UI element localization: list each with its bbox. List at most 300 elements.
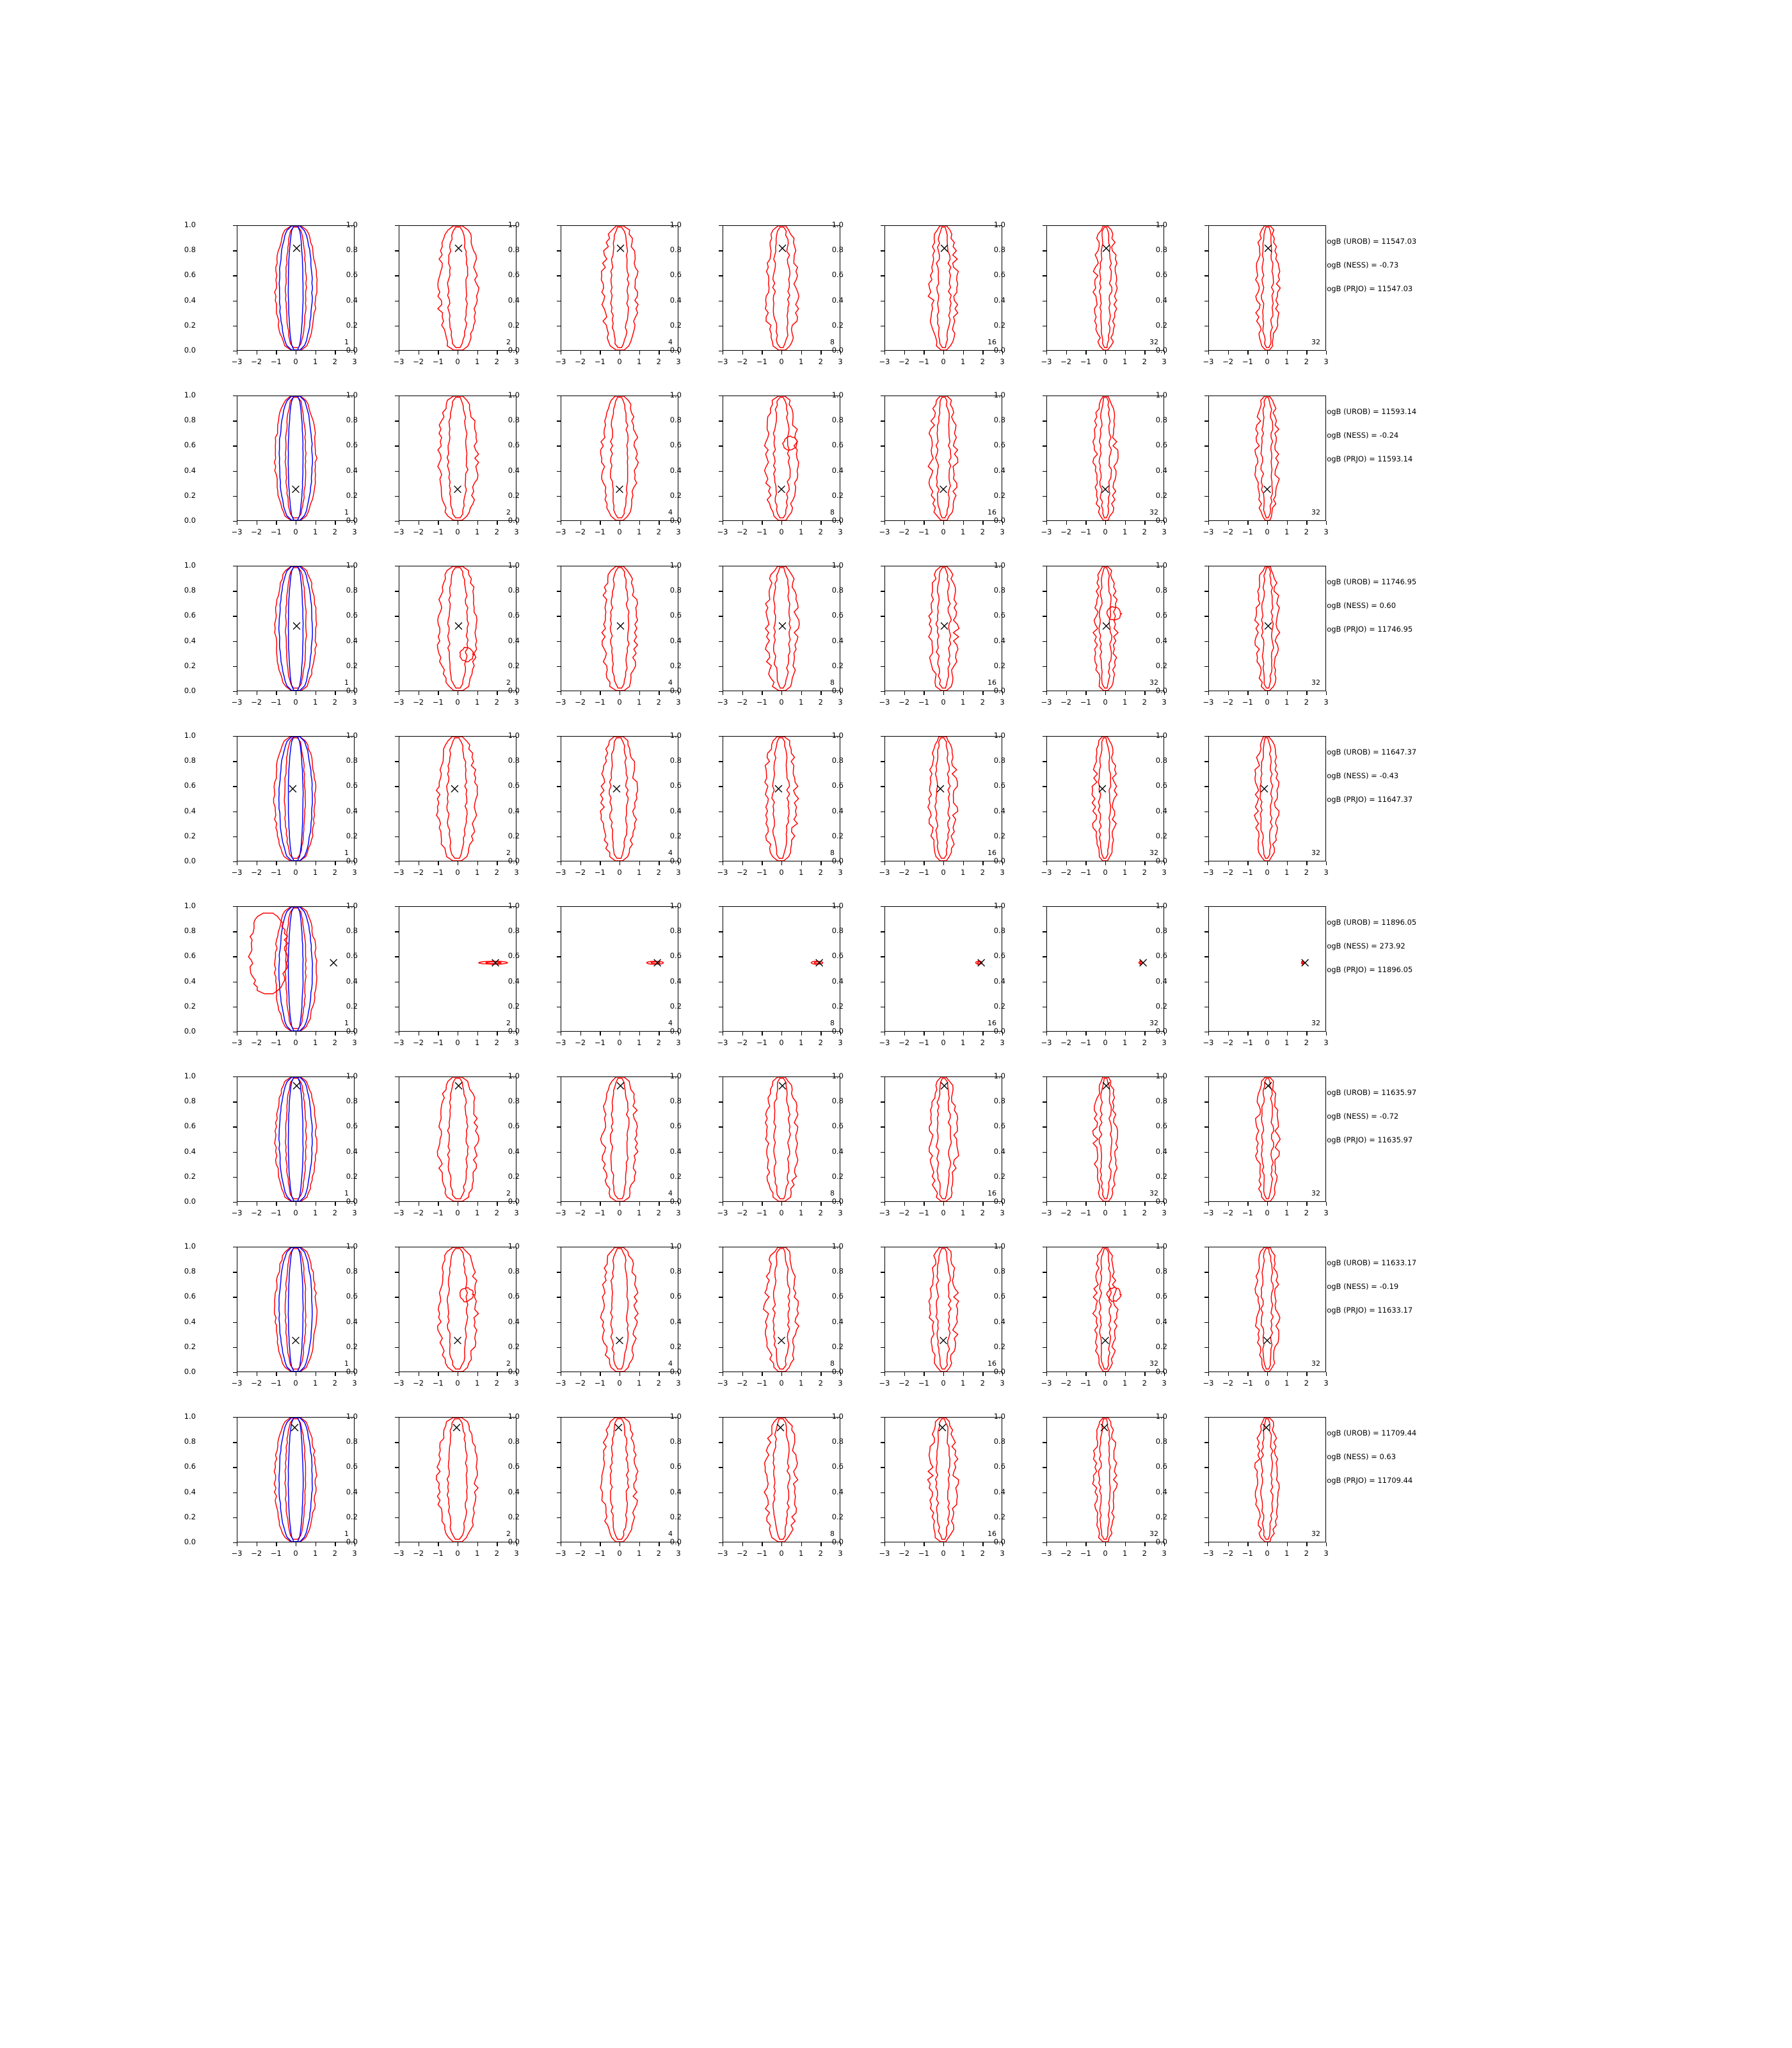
x-tick-mark [1208, 1372, 1209, 1376]
x-tick-label: −2 [1222, 1379, 1234, 1388]
reference-contour-1sigma [289, 737, 303, 861]
posterior-contour-2sigma [600, 737, 637, 861]
x-tick-mark [1228, 861, 1229, 865]
y-tick-label: 0.2 [831, 660, 844, 670]
y-tick-label: 0.2 [184, 1512, 196, 1521]
x-tick-label: −3 [1203, 868, 1214, 877]
x-tick-mark [963, 521, 964, 525]
panel-index-label: 32 [1149, 1189, 1158, 1197]
y-tick-label: 0.8 [669, 926, 682, 936]
true-value-marker [454, 486, 461, 493]
x-tick-label: 0 [1265, 1208, 1270, 1217]
y-tick-label: 1.0 [508, 390, 520, 399]
posterior-contour-2sigma [929, 1247, 959, 1372]
true-value-marker [455, 623, 462, 630]
true-value-marker [940, 486, 947, 493]
y-tick-label: 0.4 [993, 1146, 1005, 1156]
plot-panel[interactable] [1155, 901, 1329, 1057]
y-tick-label: 0.0 [831, 686, 844, 695]
x-tick-label: 2 [818, 527, 823, 536]
x-tick-label: 1 [636, 1549, 642, 1558]
plot-panel[interactable] [1155, 731, 1329, 887]
x-tick-label: 1 [960, 357, 966, 366]
y-tick-label: 0.8 [184, 586, 196, 595]
x-tick-mark [1046, 521, 1047, 525]
y-tick-label: 1.0 [508, 901, 520, 910]
x-tick-mark [1105, 351, 1106, 355]
y-tick-label: 0.2 [993, 490, 1005, 500]
x-tick-label: −3 [879, 527, 890, 536]
x-tick-mark [1326, 521, 1327, 525]
x-tick-mark [1247, 1372, 1248, 1376]
x-tick-label: −1 [1242, 527, 1253, 536]
x-tick-label: 2 [494, 527, 499, 536]
x-tick-label: 1 [1284, 1549, 1290, 1558]
y-tick-label: 0.0 [669, 1027, 682, 1036]
x-tick-mark [1306, 1032, 1307, 1036]
axes-box [399, 1247, 516, 1372]
y-tick-label: 0.2 [346, 490, 358, 500]
true-value-marker [455, 1082, 462, 1089]
posterior-extra-lobe [248, 913, 288, 994]
x-tick-label: −3 [231, 1208, 243, 1217]
x-tick-label: 1 [474, 527, 480, 536]
x-tick-mark [1105, 861, 1106, 865]
x-tick-label: 2 [494, 1208, 499, 1217]
posterior-contour-1sigma [936, 1249, 950, 1369]
y-tick-label: 0.4 [669, 295, 682, 305]
y-tick-label: 1.0 [831, 1242, 844, 1251]
x-tick-mark [943, 1032, 944, 1036]
x-tick-label: 1 [474, 1379, 480, 1388]
x-tick-label: −2 [1222, 357, 1234, 366]
x-tick-label: −2 [413, 1549, 424, 1558]
posterior-contour-1sigma [611, 227, 628, 348]
axes-box [884, 396, 1002, 521]
y-tick-label: 0.8 [669, 756, 682, 765]
x-tick-label: −1 [270, 1379, 282, 1388]
x-tick-mark [1066, 521, 1067, 525]
y-tick-label: 0.2 [669, 1512, 682, 1521]
x-tick-label: −2 [251, 527, 262, 536]
x-tick-label: 1 [798, 1549, 804, 1558]
x-tick-label: 2 [980, 1208, 985, 1217]
axes-box [884, 1076, 1002, 1202]
y-tick-label: 1.0 [1155, 901, 1167, 910]
panel-index-label: 8 [830, 678, 835, 687]
plot-panel[interactable] [1155, 561, 1329, 717]
x-tick-label: 2 [656, 698, 661, 707]
x-tick-label: 1 [636, 1208, 642, 1217]
reference-contour-2sigma [279, 1418, 312, 1542]
x-tick-label: −3 [393, 527, 404, 536]
panel-index-label: 2 [506, 1189, 511, 1197]
x-tick-label: −1 [270, 527, 282, 536]
axes-box [723, 225, 840, 351]
x-tick-label: 2 [1142, 1038, 1147, 1047]
x-tick-label: 2 [656, 1208, 661, 1217]
posterior-contour-1sigma [773, 397, 790, 518]
y-tick-label: 0.0 [184, 1197, 196, 1206]
x-tick-label: 1 [798, 868, 804, 877]
x-tick-mark [639, 1202, 640, 1206]
row-annotations [1325, 577, 1581, 648]
x-tick-label: 0 [617, 698, 622, 707]
x-tick-label: 0 [293, 1379, 298, 1388]
true-value-marker [816, 959, 823, 966]
plot-panel[interactable] [1155, 220, 1329, 376]
x-tick-mark [781, 351, 782, 355]
x-tick-label: 0 [617, 357, 622, 366]
x-tick-mark [639, 1372, 640, 1376]
true-value-marker [778, 486, 785, 493]
posterior-contour-2sigma [1092, 1077, 1117, 1201]
x-tick-label: 0 [617, 1038, 622, 1047]
y-tick-label: 0.2 [508, 660, 520, 670]
posterior-contour-2sigma [1092, 1418, 1117, 1542]
x-tick-label: −2 [1060, 1379, 1072, 1388]
y-tick-label: 0.2 [346, 1001, 358, 1011]
x-tick-mark [1085, 861, 1086, 865]
x-tick-mark [1066, 861, 1067, 865]
x-tick-label: −2 [575, 1549, 586, 1558]
x-tick-label: −3 [879, 1549, 890, 1558]
x-tick-label: −2 [251, 868, 262, 877]
posterior-contour-2sigma [765, 1077, 798, 1201]
true-value-marker [1103, 244, 1110, 252]
posterior-contour-1sigma [1099, 1419, 1110, 1539]
x-tick-label: 2 [656, 357, 661, 366]
x-tick-mark [904, 1202, 905, 1206]
log-bayes-factor-text: logB (NESS) = 273.92 [1325, 941, 1405, 950]
x-tick-label: 3 [1162, 527, 1167, 536]
y-tick-label: 1.0 [184, 1071, 196, 1080]
y-tick-label: 0.6 [508, 1292, 520, 1301]
x-tick-label: −1 [1242, 1208, 1253, 1217]
y-tick-label: 0.2 [993, 1001, 1005, 1011]
x-tick-mark [801, 691, 802, 695]
true-value-marker [1264, 1337, 1271, 1344]
y-tick-label: 0.0 [993, 856, 1005, 865]
x-tick-label: −1 [918, 868, 929, 877]
x-tick-mark [1208, 1202, 1209, 1206]
plot-panel[interactable] [1155, 390, 1329, 547]
x-tick-label: −1 [756, 357, 767, 366]
x-tick-label: −3 [1203, 1549, 1214, 1558]
x-tick-mark [904, 1032, 905, 1036]
y-tick-label: 0.2 [346, 1171, 358, 1181]
x-tick-mark [1267, 691, 1268, 695]
x-tick-label: 1 [798, 698, 804, 707]
x-tick-label: −2 [737, 1379, 748, 1388]
y-tick-label: 1.0 [993, 901, 1005, 910]
x-tick-label: 2 [1142, 1379, 1147, 1388]
axes-box [399, 225, 516, 351]
y-tick-label: 0.0 [508, 1537, 520, 1546]
y-tick-label: 0.0 [346, 1197, 358, 1206]
y-tick-label: 0.6 [508, 1462, 520, 1471]
x-tick-label: −1 [756, 1379, 767, 1388]
x-tick-label: 2 [1142, 1208, 1147, 1217]
x-tick-label: 3 [1000, 868, 1005, 877]
plot-panel[interactable] [1155, 1242, 1329, 1398]
x-tick-label: −2 [899, 1379, 910, 1388]
y-tick-label: 0.4 [184, 1487, 196, 1496]
x-tick-label: −2 [251, 1208, 262, 1217]
x-tick-label: −3 [231, 527, 243, 536]
true-value-marker [1102, 1337, 1109, 1344]
x-tick-label: 0 [779, 527, 784, 536]
x-tick-mark [742, 861, 743, 865]
posterior-contour-1sigma [936, 568, 951, 688]
x-tick-label: 1 [312, 698, 318, 707]
y-tick-label: 1.0 [1155, 561, 1167, 570]
x-tick-label: 2 [656, 1549, 661, 1558]
true-value-marker [939, 1424, 946, 1431]
true-value-marker [453, 1424, 460, 1431]
x-tick-label: 3 [676, 357, 681, 366]
reference-contour-1sigma [288, 396, 303, 520]
y-tick-label: 1.0 [831, 220, 844, 229]
y-tick-label: 0.4 [508, 295, 520, 305]
x-tick-label: 0 [293, 1208, 298, 1217]
x-tick-label: −2 [1222, 698, 1234, 707]
x-tick-mark [1066, 1032, 1067, 1036]
y-tick-label: 0.8 [831, 245, 844, 255]
x-tick-mark [943, 1202, 944, 1206]
x-tick-label: −2 [1222, 1038, 1234, 1047]
y-tick-label: 0.2 [1155, 1001, 1167, 1011]
x-tick-label: −1 [1080, 1549, 1091, 1558]
y-tick-label: 1.0 [993, 390, 1005, 399]
x-tick-mark [801, 1202, 802, 1206]
y-tick-label: 0.6 [1155, 270, 1167, 280]
y-tick-label: 0.8 [346, 1437, 358, 1446]
y-tick-label: 0.8 [993, 1437, 1005, 1446]
y-tick-label: 0.8 [669, 245, 682, 255]
y-tick-label: 0.8 [346, 1267, 358, 1276]
x-tick-mark [477, 1032, 478, 1036]
reference-contour-2sigma [279, 226, 312, 350]
axes-box [1046, 736, 1164, 861]
x-tick-mark [1046, 1372, 1047, 1376]
y-tick-label: 0.6 [669, 1121, 682, 1131]
row-annotations [1325, 407, 1581, 478]
y-tick-label: 0.6 [831, 781, 844, 790]
posterior-contour-1sigma [774, 568, 791, 688]
y-tick-label: 0.4 [184, 636, 196, 645]
posterior-contour-2sigma [438, 396, 479, 520]
x-tick-mark [1287, 1372, 1288, 1376]
axes-box [237, 225, 355, 351]
x-tick-label: −1 [756, 527, 767, 536]
x-tick-mark [943, 521, 944, 525]
x-tick-label: 3 [1324, 1549, 1329, 1558]
posterior-contour-2sigma [436, 737, 477, 861]
true-value-marker [1102, 486, 1109, 493]
posterior-contour-1sigma [1261, 397, 1272, 518]
x-tick-label: −3 [231, 698, 243, 707]
y-tick-label: 0.6 [508, 440, 520, 450]
posterior-contour-2sigma [600, 1418, 638, 1542]
y-tick-label: 0.2 [1155, 320, 1167, 330]
x-tick-label: 0 [293, 1038, 298, 1047]
x-tick-label: 0 [455, 527, 460, 536]
x-tick-mark [1066, 691, 1067, 695]
panel-index-label: 32 [1149, 338, 1158, 346]
y-tick-label: 0.8 [508, 926, 520, 936]
x-tick-mark [1287, 521, 1288, 525]
y-tick-label: 0.6 [346, 781, 358, 790]
x-tick-mark [1046, 1542, 1047, 1546]
posterior-contour-1sigma [936, 227, 951, 348]
log-bayes-factor-text: logB (NESS) = 0.60 [1325, 601, 1396, 610]
x-tick-label: 2 [980, 868, 985, 877]
panel-index-label: 32 [1311, 338, 1320, 346]
x-tick-label: 0 [779, 698, 784, 707]
x-tick-label: 3 [1000, 1208, 1005, 1217]
y-tick-label: 0.4 [1155, 976, 1167, 986]
y-tick-label: 0.6 [993, 440, 1005, 450]
x-tick-label: −1 [432, 1379, 444, 1388]
true-value-marker [937, 785, 944, 792]
y-tick-label: 1.0 [508, 731, 520, 740]
x-tick-label: 2 [656, 1379, 661, 1388]
x-tick-label: −3 [1041, 1549, 1052, 1558]
plot-panel[interactable] [1155, 1071, 1329, 1228]
x-tick-label: −1 [1080, 357, 1091, 366]
y-tick-label: 0.2 [184, 320, 196, 330]
posterior-contour-2sigma [275, 1247, 317, 1372]
posterior-contour-2sigma [275, 396, 317, 520]
y-tick-label: 0.6 [346, 440, 358, 450]
true-value-marker [941, 623, 948, 630]
y-tick-label: 0.6 [993, 1121, 1005, 1131]
x-tick-mark [781, 1202, 782, 1206]
x-tick-label: 3 [514, 1549, 519, 1558]
x-tick-label: −3 [393, 868, 404, 877]
reference-contour-2sigma [279, 907, 313, 1031]
x-tick-label: 3 [514, 1379, 519, 1388]
x-tick-label: −3 [1041, 868, 1052, 877]
x-tick-label: −3 [879, 868, 890, 877]
x-tick-mark [1326, 351, 1327, 355]
x-tick-mark [1247, 1202, 1248, 1206]
x-tick-label: 1 [1122, 1549, 1128, 1558]
x-tick-mark [1105, 1372, 1106, 1376]
x-tick-mark [742, 1202, 743, 1206]
y-tick-label: 0.2 [993, 1512, 1005, 1521]
axes-box [1208, 566, 1326, 691]
true-value-marker [330, 959, 337, 966]
x-tick-label: 0 [617, 868, 622, 877]
x-tick-mark [1208, 521, 1209, 525]
x-tick-label: −2 [899, 868, 910, 877]
y-tick-label: 0.0 [1155, 1027, 1167, 1036]
x-tick-mark [943, 691, 944, 695]
panel-index-label: 2 [506, 508, 511, 516]
axes-box [723, 1076, 840, 1202]
x-tick-label: 0 [455, 868, 460, 877]
x-tick-label: 2 [1142, 868, 1147, 877]
posterior-contour-2sigma [600, 1077, 637, 1201]
x-tick-mark [477, 1372, 478, 1376]
axes-box [884, 1417, 1002, 1542]
y-tick-label: 1.0 [346, 561, 358, 570]
x-tick-mark [884, 1372, 885, 1376]
x-tick-label: 1 [474, 1208, 480, 1217]
plot-panel[interactable] [1155, 1412, 1329, 1568]
x-tick-mark [781, 861, 782, 865]
x-tick-label: 3 [514, 527, 519, 536]
y-tick-label: 1.0 [669, 901, 682, 910]
y-tick-label: 1.0 [831, 1071, 844, 1080]
y-tick-label: 0.8 [993, 245, 1005, 255]
axes-box [1046, 1076, 1164, 1202]
y-tick-label: 1.0 [346, 1242, 358, 1251]
x-tick-label: 2 [494, 868, 499, 877]
x-tick-mark [1247, 1032, 1248, 1036]
x-tick-mark [884, 1032, 885, 1036]
x-tick-label: −3 [717, 357, 728, 366]
true-value-marker [454, 1337, 461, 1344]
x-tick-mark [904, 1372, 905, 1376]
y-tick-label: 0.0 [1155, 1197, 1167, 1206]
posterior-contour-2sigma [1256, 226, 1280, 350]
x-tick-mark [477, 351, 478, 355]
y-tick-label: 0.6 [831, 270, 844, 280]
y-tick-label: 1.0 [508, 1412, 520, 1421]
x-tick-mark [1046, 691, 1047, 695]
x-tick-label: 0 [941, 1208, 946, 1217]
true-value-marker [1099, 785, 1106, 792]
posterior-contour-1sigma [447, 738, 467, 858]
y-tick-label: 0.2 [831, 1001, 844, 1011]
y-tick-label: 1.0 [1155, 731, 1167, 740]
x-tick-mark [1125, 691, 1126, 695]
y-tick-label: 0.2 [346, 1512, 358, 1521]
y-tick-label: 0.6 [669, 611, 682, 620]
x-tick-mark [1228, 521, 1229, 525]
posterior-contour-1sigma [610, 1419, 628, 1539]
x-tick-label: 3 [838, 1549, 843, 1558]
posterior-contour-2sigma [765, 566, 799, 691]
y-tick-label: 0.8 [993, 926, 1005, 936]
panel-index-label: 4 [668, 1189, 673, 1197]
x-tick-mark [639, 1542, 640, 1546]
x-tick-mark [1267, 351, 1268, 355]
axes-box [723, 396, 840, 521]
y-tick-label: 0.6 [993, 611, 1005, 620]
x-tick-label: −3 [393, 1208, 404, 1217]
x-tick-mark [580, 521, 581, 525]
true-value-marker [293, 244, 300, 252]
axes-box [399, 1417, 516, 1542]
axes-box [561, 566, 678, 691]
true-value-marker [293, 1082, 300, 1089]
x-tick-label: −1 [594, 868, 605, 877]
y-tick-label: 0.4 [184, 1146, 196, 1156]
panel-index-label: 32 [1149, 508, 1158, 516]
x-tick-label: 2 [1304, 868, 1309, 877]
y-tick-label: 0.2 [993, 1341, 1005, 1351]
posterior-contour-2sigma [438, 1247, 479, 1372]
posterior-contour-1sigma [1261, 1249, 1273, 1369]
reference-contour-2sigma [279, 737, 312, 861]
x-tick-mark [963, 351, 964, 355]
axes-box [237, 396, 355, 521]
x-tick-label: 2 [1304, 698, 1309, 707]
